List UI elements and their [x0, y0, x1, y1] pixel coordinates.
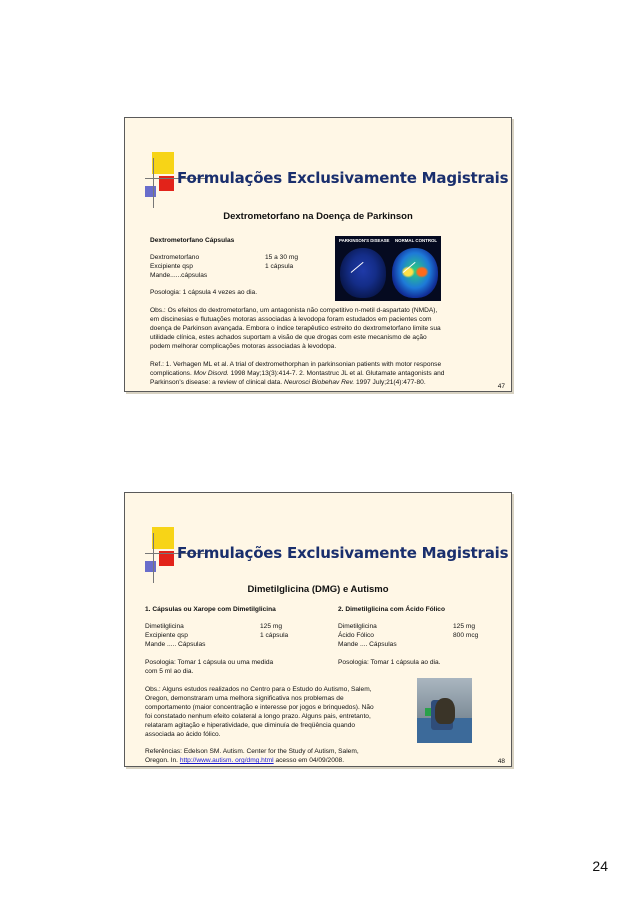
slide-page-number: 47 [497, 383, 505, 390]
obs-line: relataram agitação e hiperatividade, que diminuía de freqüência quando [145, 722, 356, 729]
ref-text: acesso em 04/09/2008. [273, 757, 345, 764]
posologia: Posologia: Tomar 1 cápsula ou uma medida [145, 659, 274, 666]
ingredient-amount: 125 mg [260, 623, 282, 630]
ref-text: 1998 May;13(3):414-7. 2. Montastruc JL et al. Glutamate antagonists and [228, 370, 445, 377]
ingredient-amount: 15 a 30 mg [265, 254, 298, 261]
posologia: Posologia: 1 cápsula 4 vezes ao dia. [150, 289, 258, 296]
ref-text: 1997 July;21(4):477-80. [354, 379, 426, 386]
formula-heading: Dextrometorfano Cápsulas [150, 237, 235, 244]
scan-label-left: PARKINSON'S DISEASE [339, 238, 390, 243]
ingredient-name: Dimetilglicina [338, 623, 377, 630]
obs-line: em discinesias e flutuações motoras associadas à levodopa foram estudados em pacientes com [150, 316, 432, 323]
slide-title: Formulações Exclusivamente Magistrais [177, 169, 509, 187]
ingredient-name: Ácido Fólico [338, 632, 374, 639]
formula2-heading: 2. Dimetilglicina com Ácido Fólico [338, 606, 445, 613]
scan-label-right: NORMAL CONTROL [395, 238, 438, 243]
reference-line: Referências: Edelson SM. Autism. Center for the Study of Autism, Salem, [145, 748, 359, 755]
journal-name: Mov Disord. [193, 370, 229, 377]
formula1-heading: 1. Cápsulas ou Xarope com Dimetilglicina [145, 606, 276, 613]
obs-line: associada ao ácido fólico. [145, 731, 221, 738]
obs-line: doença de Parkinson avançada. Embora o índice terapêutico estreito do dextrometorfano limite sua [150, 325, 441, 332]
journal-name: Neurosci Biobehav Rev. [283, 379, 355, 386]
ref-text: complications. [150, 370, 194, 377]
reference-line [150, 370, 444, 379]
ingredient-name: Dimetilglicina [145, 623, 184, 630]
obs-line: utilidade clínica, estes achados suportam a visão de que drogas com este mecanismo de ação [150, 334, 427, 341]
slide-48 [124, 492, 512, 767]
obs-line: foi constatado nenhum efeito colateral a longo prazo. Alguns pais, entretanto, [145, 713, 371, 720]
mande-line: Mande......cápsulas [150, 272, 208, 279]
reference-line: Ref.: 1. Verhagen ML et al. A trial of dextromethorphan in parkinsonian patients with motor response [150, 361, 442, 368]
slide-title: Formulações Exclusivamente Magistrais [177, 544, 509, 562]
posologia: Posologia: Tomar 1 cápsula ao dia. [338, 659, 441, 666]
autism-link[interactable]: http://www.autism. org/dmg.html [179, 757, 274, 764]
child-photo-image [417, 678, 472, 743]
ingredient-amount: 1 cápsula [265, 263, 294, 270]
slide-47 [124, 117, 512, 392]
slide-subtitle: Dimetilglicina (DMG) e Autismo [247, 584, 389, 595]
obs-line: Oregon, demonstraram uma melhora significativa nos problemas de [145, 695, 344, 702]
ingredient-amount: 1 cápsula [260, 632, 289, 639]
ingredient-name: Excipiente qsp [150, 263, 193, 270]
ingredient-name: Dextrometorfano [150, 254, 200, 261]
obs-line: comportamento (maior concentração e interesse por jogos e brinquedos). Não [145, 704, 374, 711]
posologia: com 5 ml ao dia. [145, 668, 194, 675]
brain-scan-parkinson [340, 248, 386, 298]
obs-line: podem melhorar complicações motoras associadas à levodopa. [150, 343, 337, 350]
slide-page-number: 48 [497, 758, 505, 765]
obs-line: Obs.: Os efeitos do dextrometorfano, um antagonista não competitivo n-metil d-aspartato (NMDA), [150, 307, 438, 314]
page-number: 24 [592, 858, 608, 874]
brain-scan-normal [392, 248, 438, 298]
mande-line: Mande .... Cápsulas [338, 641, 397, 648]
slide-subtitle: Dextrometorfano na Doença de Parkinson [223, 211, 413, 222]
reference-line [145, 757, 344, 766]
ingredient-amount: 800 mcg [453, 632, 479, 639]
reference-line [150, 379, 426, 388]
ref-text: Parkinson's disease: a review of clinical data. [150, 379, 284, 386]
obs-line: Obs.: Alguns estudos realizados no Centro para o Estudo do Autismo, Salem, [145, 686, 372, 693]
brain-scan-image [335, 236, 441, 301]
ingredient-amount: 125 mg [453, 623, 475, 630]
ref-text: Oregon. In. [145, 757, 180, 764]
ingredient-name: Excipiente qsp [145, 632, 188, 639]
mande-line: Mande ..... Cápsulas [145, 641, 206, 648]
